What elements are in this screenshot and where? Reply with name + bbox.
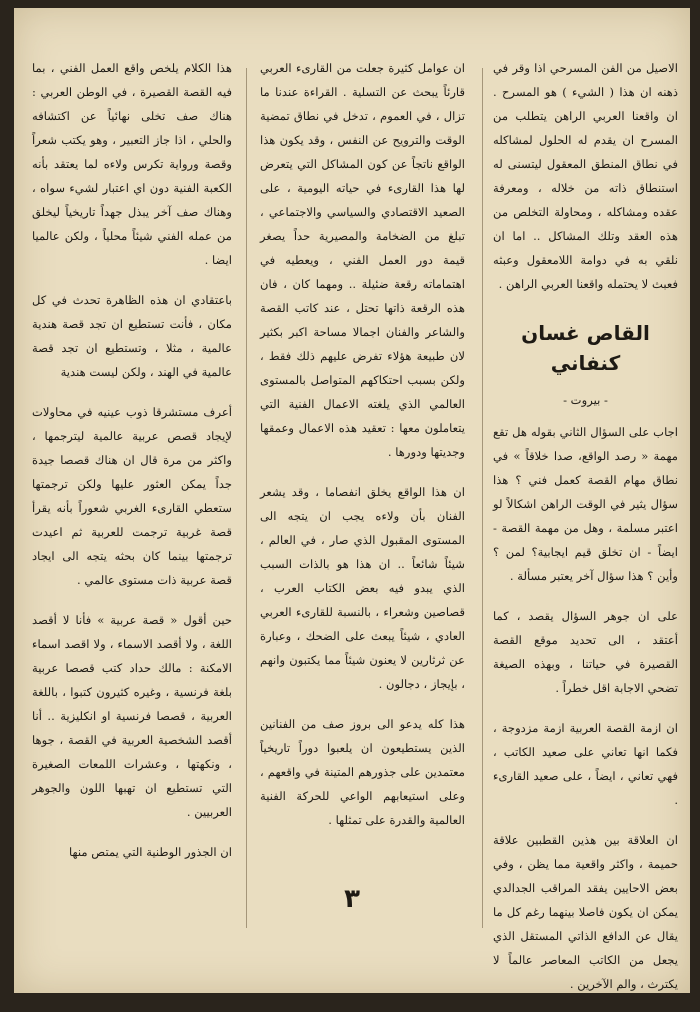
paragraph: ان ازمة القصة العربية ازمة مزدوجة ، فكما انها تعاني على صعيد الكاتب ، فهي تعاني ، ايضاً ، على صعيد القارىء . — [493, 721, 678, 807]
right-column — [493, 56, 678, 1012]
paragraph: ان العلاقة بين هذين القطبين علاقة حميمة ، واكثر واقعية مما يظن ، وفي بعض الاحايين يفقد المراقب الجدالدي يمكن ان يكون فاصلا بينهما رغم كل ما يقال عن الدافع الذاتي المستقل الذي يجعل من الكاتب المعاصر عالماً لا يكترث ، والم الآخرين . — [493, 833, 678, 991]
page-number: ٣ — [344, 884, 360, 914]
paragraph: باعتقادي ان هذه الظاهرة تحدث في كل مكان ، فأنت تستطيع ان تجد قصة هندية عالمية ، مثلا ، وتستطيع ان تجد قصة عالمية في الهند ، ولكن ليست هندية — [32, 293, 232, 379]
paragraph: اجاب على السؤال الثاني بقوله هل تقع مهمة « رصد الواقع، صدا خلاقاً » في نطاق مهام القصة كعمل فني ؟ هذا سؤال يثير في الوقت الراهن اشكالاً لو اعتبر مسلمة ، وهل من مهمة القصة - ايضاً - ان تخلق قيم ايجابية؟ لمن ؟ وأين ؟ هذا سؤال آخر يعتبر مسألة . — [493, 425, 678, 583]
paragraph: حين أقول « قصة عربية » فأنا لا أقصد اللغة ، ولا أقصد الاسماء ، ولا اقصد اسماء الامكنة : مالك حداد كتب قصصا عربية بلغة فرنسية ، وغيره كثيرون كتبوا ، باللغة العربية ، قصصا فرنسية او انكليزية .. أنا أقصد الشخصية العربية في القصة ، جوها ، ونكهتها ، وعشرات اللمعات الصغيرة التي تستطيع ان تهبها اللون والجوهر العربيين . — [32, 613, 232, 819]
paragraph: أعرف مستشرقا ذوب عينيه في محاولات لإيجاد قصص عربية عالمية ليترجمها ، واكثر من مرة قال ان هناك قصصا جيدة جداً يمكن العثور عليها ولكن ترجمتها ستعطي القارىء الغربي شعوراً بأنه يقرأ قصة غربية ترجمت للعربية ثم اعيدت ترجمتها بينما كان بحثه يتجه الى ايجاد قصة عربية ذات مستوى عالمي . — [32, 405, 232, 587]
paragraph: الاصيل من الفن المسرحي اذا وقر في ذهنه ان هذا ( الشيء ) هو المسرح . ان واقعنا العربي الراهن يتطلب من المسرح ان يقدم له الحلول لمشاكله في نطاق المنطق المعقول ليتسنى له استنطاق ذاته من خلاله ، ومعرفة عقده ومشاكله ، ومحاولة التخلص من هذه العقد وتلك المشاكل .. اما ان نلقي به في دوامة اللامعقول وعبثه فعبث لا يحتمله واقعنا العربي الراهن . — [493, 61, 678, 291]
paragraph: هذا كله يدعو الى بروز صف من الفنانين الذين يستطيعون ان يلعبوا دوراً تاريخياً معتمدين على جذورهم المتينة في واقعهم ، وعلى استيعابهم الواعي للحركة الفنية العالمية والقدرة على تمثلها . — [260, 717, 465, 827]
paragraph: على ان جوهر السؤال يقصد ، كما أعتقد ، الى تحديد موقع القصة القصيرة في حياتنا ، وبهذه الصيغة تضحي الاجابة اقل خطراً . — [493, 609, 678, 695]
magazine-page — [14, 8, 690, 993]
article-headline: القاص غسان كنفاني — [521, 321, 650, 375]
paragraph: ان عوامل كثيرة جعلت من القارىء العربي قارئاً يبحث عن التسلية . القراءة عندنا ما تزال ، في العموم ، تدخل في نطاق تمضية الوقت والترويح عن النفس ، وقد يكون هذا الواقع ناتجاً عن كون المشاكل التي يتعرض لها هذا القارىء في حياته اليومية ، على الصعيد الاقتصادي والسياسي والاجتماعي ، تبلغ من الضخامة والمصيرية حداً يصغر قيمة دور العمل الفني ، ويعطيه في اهتماماته رقعة ضئيلة .. ومهما كان ، فان هذه الرقعة ذاتها تحتل ، عند كاتب القصة والشاعر والفنان اجمالا مساحة اكبر بكثير لان طبيعة هؤلاء تفرض عليهم ذلك فقط ، ولكن بسبب احتكاكهم المتواصل بالمستوى العالمي الذي يلغته الاعمال الفنية التي يتعاملون معها : تعقيد هذه الاعمال وعمقها وجديتها ودورها . — [260, 61, 465, 459]
paragraph: ان هذا الواقع يخلق انفصاما ، وقد يشعر الفنان بأن ولاءه يجب ان يتجه الى المستوى المقبول الذي صار ، في العالم ، شيئاً شائعاً .. ان هذا هو بالذات السبب الذي يبدو فيه بعض الكتاب العرب ، قصاصين وشعراء ، بالنسبة للقارىء العربي العادي ، شيئاً يبعث على الضحك ، وعبارة عن ثرثارين لا يعنون شيئاً مما يكتبون وانهم ، بإيجاز ، دجالون . — [260, 485, 465, 691]
paragraph: ان الجذور الوطنية التي يمتص منها — [69, 845, 232, 859]
paragraph: هذا الكلام يلخص واقع العمل الفني ، بما فيه القصة القصيرة ، في الوطن العربي : هناك صف تخلى نهائياً عن اكتشافه والحلي ، اذا جاز التعبير ، وهو يكتب شعراً وقصة ورواية تكرس ولاءه لما يعتقد بأنه الكعبة الفنية دون اي اعتبار لشيء سواه ، وهناك صف آخر يبذل جهداً تاريخياً ليخلق من عمله الفني شيئاً محلياً ، ولكن عالميا ايضا . — [32, 61, 232, 267]
column-divider — [246, 68, 247, 928]
column-divider — [482, 68, 483, 928]
dateline: - بيروت - — [563, 393, 608, 407]
left-column — [32, 56, 232, 880]
middle-column — [260, 56, 465, 848]
